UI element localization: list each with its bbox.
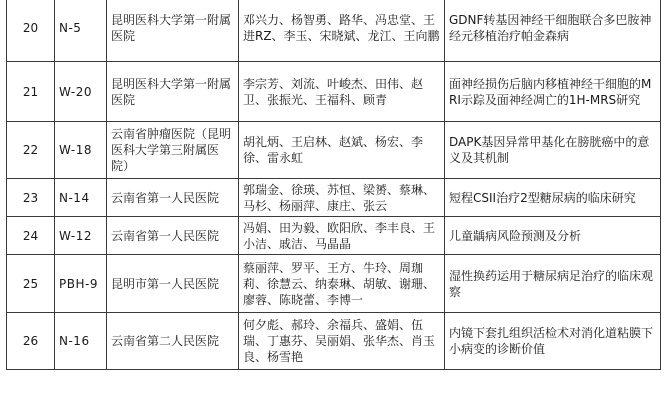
row-number: 22 [7, 122, 55, 179]
authors-cell: 胡礼炳、王启林、赵斌、杨宏、李徐、雷永虹 [239, 122, 445, 179]
institution-cell: 云南省肿瘤医院（昆明医科大学第三附属医院） [107, 122, 239, 179]
row-number: 25 [7, 255, 55, 313]
project-code: N-16 [55, 313, 107, 370]
row-number: 21 [7, 62, 55, 122]
table-row [7, 62, 661, 122]
table-row [7, 217, 661, 255]
row-number: 20 [7, 0, 55, 62]
authors-cell: 蔡丽萍、罗平、王方、牛玲、周珈莉、徐慧云、纳泰琳、胡敏、谢珊、廖蓉、陈晓蕾、李博一 [239, 255, 445, 313]
topic-cell: 内镜下套扎组织活检术对消化道粘膜下小病变的诊断价值 [445, 313, 661, 370]
topic-cell: GDNF转基因神经干细胞联合多巴胺神经元移植治疗帕金森病 [445, 0, 661, 62]
row-number: 26 [7, 313, 55, 370]
row-number: 24 [7, 217, 55, 255]
project-code: N-14 [55, 179, 107, 217]
authors-cell: 何夕彪、郝玲、余福兵、盛娟、伍瑞、丁惠芬、吴丽娟、张华杰、肖玉良、杨雪艳 [239, 313, 445, 370]
table-row [7, 122, 661, 179]
table-row [7, 179, 661, 217]
authors-cell: 李宗芳、刘流、叶峻杰、田伟、赵卫、张振光、王福科、顾青 [239, 62, 445, 122]
topic-cell: 短程CSII治疗2型糖尿病的临床研究 [445, 179, 661, 217]
authors-cell: 冯娟、田为毅、欧阳欣、李丰良、王小洁、戚洁、马晶晶 [239, 217, 445, 255]
authors-cell: 郭瑞金、徐瑛、苏恒、梁赟、蔡琳、马杉、杨丽萍、康庄、张云 [239, 179, 445, 217]
institution-cell: 昆明市第一人民医院 [107, 255, 239, 313]
table-row [7, 313, 661, 370]
institution-cell: 云南省第二人民医院 [107, 313, 239, 370]
project-code: N-5 [55, 0, 107, 62]
table-row [7, 255, 661, 313]
row-number: 23 [7, 179, 55, 217]
institution-cell: 云南省第一人民医院 [107, 217, 239, 255]
institution-cell: 云南省第一人民医院 [107, 179, 239, 217]
project-code: W-18 [55, 122, 107, 179]
authors-cell: 邓兴力、杨智勇、路华、冯忠堂、王进RZ、李玉、宋晓斌、龙江、王向鹏 [239, 0, 445, 62]
project-code: W-12 [55, 217, 107, 255]
project-code: W-20 [55, 62, 107, 122]
topic-cell: 面神经损伤后脑内移植神经干细胞的MRI示踪及面神经凋亡的1H-MRS研究 [445, 62, 661, 122]
topic-cell: 儿童龋病风险预测及分析 [445, 217, 661, 255]
topic-cell: 湿性换药运用于糖尿病足治疗的临床观察 [445, 255, 661, 313]
award-table [6, 0, 661, 370]
topic-cell: DAPK基因异常甲基化在膀胱癌中的意义及其机制 [445, 122, 661, 179]
project-code: PBH-9 [55, 255, 107, 313]
institution-cell: 昆明医科大学第一附属医院 [107, 0, 239, 62]
institution-cell: 昆明医科大学第一附属医院 [107, 62, 239, 122]
table-row [7, 0, 661, 62]
